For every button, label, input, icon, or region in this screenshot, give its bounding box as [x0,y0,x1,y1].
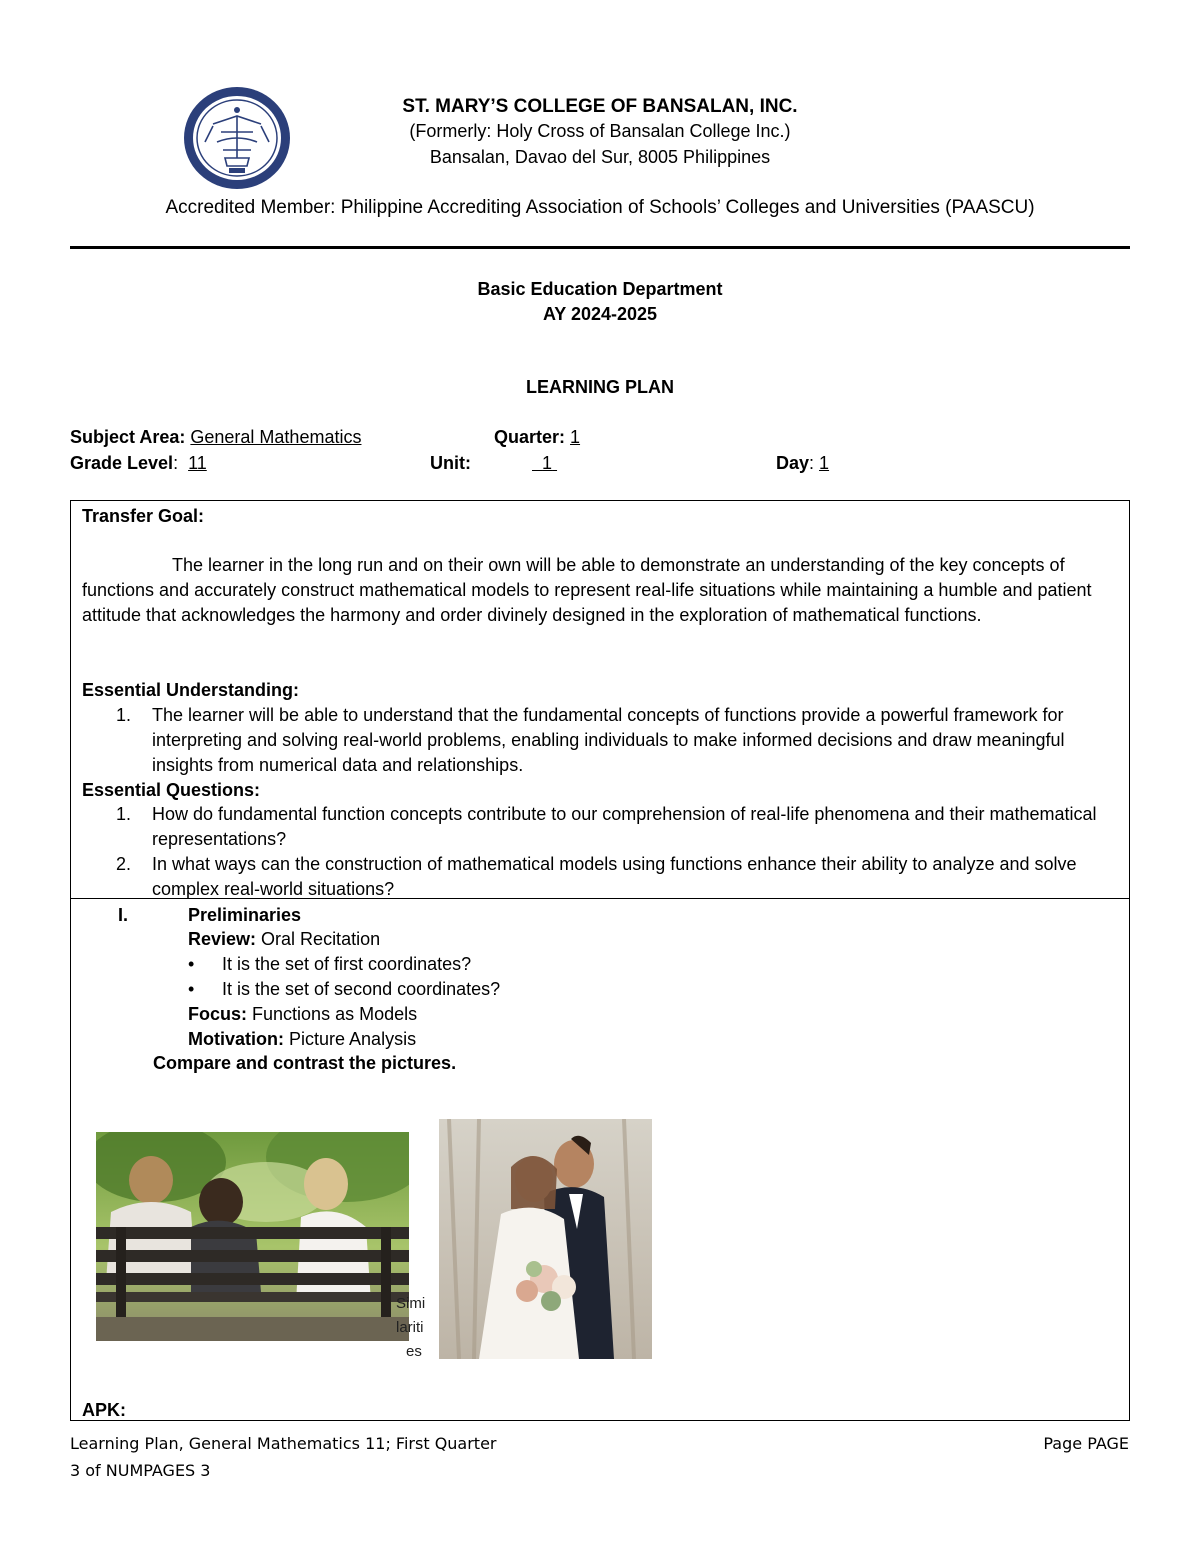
apk-label: APK: [82,1400,126,1420]
similarities-fragment: lariti [396,1319,424,1336]
review-line [188,927,380,952]
motivation-line [188,1027,416,1052]
quarter-label: Quarter: [494,427,566,447]
essential-questions-label: Essential Questions: [82,780,261,800]
grade-level-field: Grade Level: 11 [70,453,207,473]
motivation-value: Picture Analysis [289,1029,417,1049]
footer-page-field: Page PAGE [1043,1434,1129,1453]
document-title: LEARNING PLAN [526,377,674,397]
table-border-bottom [70,1420,1130,1421]
grade-level-label: Grade Level [70,453,174,473]
footer-page-count: 3 of NUMPAGES 3 [70,1461,211,1480]
bench-couple-photo [96,1132,409,1341]
unit-field [430,453,557,474]
day-field: Day: 1 [776,453,830,473]
accreditation-line: Accredited Member: Philippine Accrediting Association of Schools’ Colleges and Universities (PAASCU) [165,197,1035,218]
list-item-text: In what ways can the construction of mathematical models using functions enhance their ability to analyze and solve complex real-world situations? [152,854,1077,899]
focus-label: Focus: [188,1004,248,1024]
focus-line [188,1002,417,1027]
list-item [82,852,1122,902]
subject-area-field [70,427,361,448]
similarities-fragment: es [406,1343,422,1360]
quarter-field [494,427,580,448]
day-label: Day [776,453,810,473]
academic-year: AY 2024-2025 [542,304,658,324]
table-border-top [70,500,1130,501]
table-border-left [70,500,71,1420]
wedding-couple-photo [439,1119,652,1359]
essential-questions-list [82,802,1122,902]
list-item-text: How do fundamental function concepts contribute to our comprehension of real-life phenomena and their mathematical representations? [152,804,1097,849]
day-value: 1 [819,453,830,473]
transfer-goal-label: Transfer Goal: [82,506,205,526]
table-border-right [1129,500,1130,1420]
department-name: Basic Education Department [477,279,723,299]
instruction-text: Compare and contrast the pictures. [153,1053,457,1073]
list-item-number: 1. [116,804,132,824]
quarter-value: 1 [570,427,581,447]
focus-value: Functions as Models [252,1004,418,1024]
subject-area-value: General Mathematics [190,427,362,447]
review-label: Review: [188,929,257,949]
footer-document-info: Learning Plan, General Mathematics 11; First Quarter [70,1434,497,1453]
unit-label: Unit: [430,453,471,473]
school-name: ST. MARY’S COLLEGE OF BANSALAN, INC. [402,96,798,117]
unit-value: 1 [542,453,553,473]
school-address: Bansalan, Davao del Sur, 8005 Philippines [429,147,771,167]
motivation-label: Motivation: [188,1029,284,1049]
header-divider [70,246,1130,249]
unit-value-wrap [532,453,557,473]
essential-understanding-label: Essential Understanding: [82,680,300,700]
list-item-number: 2. [116,854,132,874]
list-item [82,802,1122,852]
list-item [82,703,1122,778]
subject-area-label: Subject Area: [70,427,186,447]
school-former-name: (Formerly: Holy Cross of Bansalan College Inc.) [409,121,791,141]
similarities-label [396,1292,436,1364]
transfer-goal-text [82,553,1122,628]
section-roman-numeral: I. [118,905,129,925]
bullet-icon: • [188,979,195,999]
list-item-number: 1. [116,705,132,725]
review-value: Oral Recitation [261,929,381,949]
transfer-goal-body: The learner in the long run and on their own will be able to demonstrate an understanding of the key concepts of functions and accurately construct mathematical models to represent real-life situations while maintaining a humble and patient attitude that acknowledges the harmony and order divinely designed in the exploration of mathematical functions. [82,555,1092,625]
preliminaries-heading: Preliminaries [188,905,302,925]
bullet-icon: • [188,954,195,974]
essential-understanding-list [82,703,1122,778]
review-question-2: It is the set of second coordinates? [222,979,501,999]
review-question-1: It is the set of first coordinates? [222,954,472,974]
list-item-text: The learner will be able to understand that the fundamental concepts of functions provide a powerful framework for interpreting and solving real-world problems, enabling individuals to make informed decisions and draw meaningful insights from numerical data and relationships. [152,705,1065,775]
grade-level-value: 11 [188,453,207,473]
similarities-fragment: Simi [396,1295,426,1312]
